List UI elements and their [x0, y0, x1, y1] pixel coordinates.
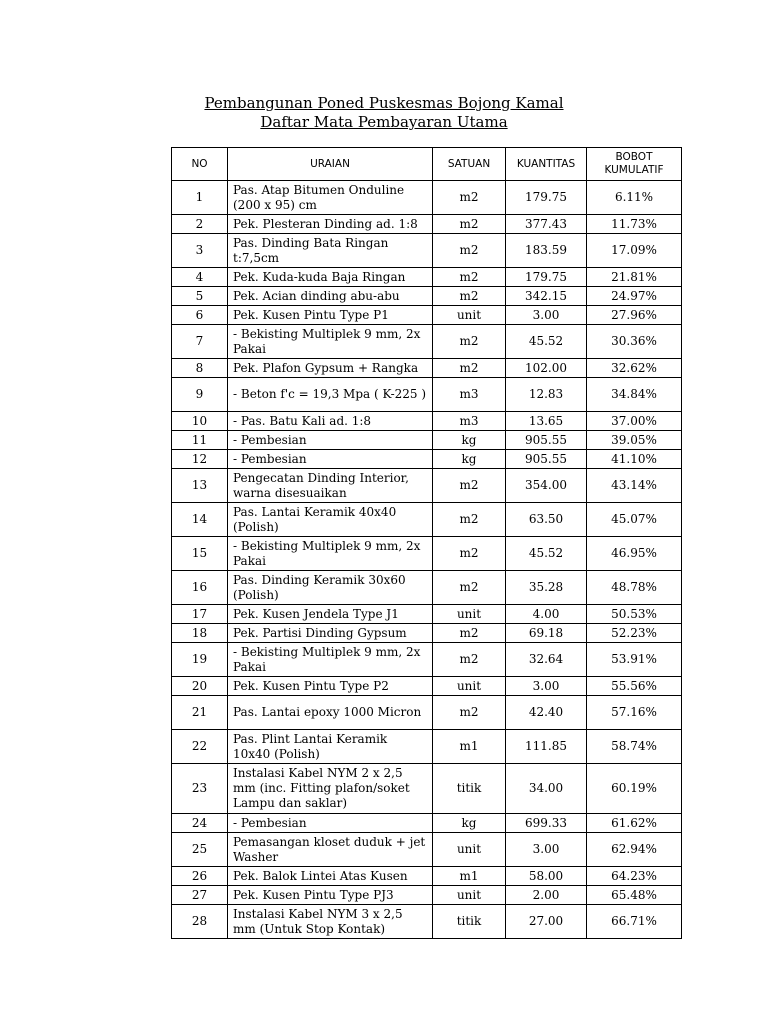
cell-satuan: m3	[433, 378, 506, 412]
cell-uraian: - Bekisting Multiplek 9 mm, 2x Pakai	[228, 643, 433, 677]
table-row	[172, 268, 682, 287]
cell-satuan: m2	[433, 359, 506, 378]
cell-uraian: Pas. Lantai Keramik 40x40 (Polish)	[228, 503, 433, 537]
header-no: NO	[172, 148, 228, 181]
table-row	[172, 677, 682, 696]
cell-bobot: 60.19%	[587, 764, 682, 814]
table-row	[172, 905, 682, 939]
cell-no: 28	[172, 905, 228, 939]
cell-bobot: 37.00%	[587, 412, 682, 431]
cell-satuan: titik	[433, 764, 506, 814]
cell-uraian: - Bekisting Multiplek 9 mm, 2x Pakai	[228, 537, 433, 571]
cell-kuantitas: 45.52	[506, 325, 587, 359]
cell-bobot: 43.14%	[587, 469, 682, 503]
table-row	[172, 764, 682, 814]
cell-satuan: titik	[433, 905, 506, 939]
cell-satuan: unit	[433, 677, 506, 696]
cell-uraian: - Pembesian	[228, 450, 433, 469]
table-row	[172, 605, 682, 624]
cell-satuan: m2	[433, 234, 506, 268]
cell-kuantitas: 905.55	[506, 450, 587, 469]
cell-uraian: - Beton f'c = 19,3 Mpa ( K-225 )	[228, 378, 433, 412]
header-bobot-kumulatif	[587, 148, 682, 181]
cell-no: 6	[172, 306, 228, 325]
cell-no: 10	[172, 412, 228, 431]
cell-satuan: m2	[433, 287, 506, 306]
cell-no: 1	[172, 181, 228, 215]
table-row	[172, 306, 682, 325]
cell-satuan: unit	[433, 306, 506, 325]
cell-kuantitas: 42.40	[506, 696, 587, 730]
cell-uraian: Pas. Atap Bitumen Onduline (200 x 95) cm	[228, 181, 433, 215]
cell-satuan: m2	[433, 571, 506, 605]
cell-no: 26	[172, 867, 228, 886]
cell-no: 16	[172, 571, 228, 605]
cell-uraian: Instalasi Kabel NYM 3 x 2,5 mm (Untuk Stop Kontak)	[228, 905, 433, 939]
cell-kuantitas: 27.00	[506, 905, 587, 939]
table-row	[172, 730, 682, 764]
table-row	[172, 412, 682, 431]
table-row	[172, 181, 682, 215]
header-kuantitas: KUANTITAS	[506, 148, 587, 181]
cell-kuantitas: 3.00	[506, 677, 587, 696]
cell-kuantitas: 34.00	[506, 764, 587, 814]
cell-satuan: m2	[433, 624, 506, 643]
cell-bobot: 66.71%	[587, 905, 682, 939]
cell-no: 4	[172, 268, 228, 287]
cell-uraian: Pek. Kusen Pintu Type PJ3	[228, 886, 433, 905]
table-row	[172, 450, 682, 469]
cell-kuantitas: 342.15	[506, 287, 587, 306]
table-row	[172, 814, 682, 833]
table-row	[172, 287, 682, 306]
table-row	[172, 359, 682, 378]
cell-uraian: Pek. Plafon Gypsum + Rangka	[228, 359, 433, 378]
header-bobot-line1: BOBOT	[615, 151, 653, 163]
cell-no: 15	[172, 537, 228, 571]
cell-uraian: Pek. Kusen Pintu Type P2	[228, 677, 433, 696]
cell-bobot: 27.96%	[587, 306, 682, 325]
cell-uraian: Pek. Partisi Dinding Gypsum	[228, 624, 433, 643]
cell-uraian: Pas. Dinding Bata Ringan t:7,5cm	[228, 234, 433, 268]
cell-satuan: kg	[433, 814, 506, 833]
cell-bobot: 39.05%	[587, 431, 682, 450]
cell-kuantitas: 2.00	[506, 886, 587, 905]
cell-kuantitas: 63.50	[506, 503, 587, 537]
header-uraian: URAIAN	[228, 148, 433, 181]
cell-bobot: 46.95%	[587, 537, 682, 571]
cell-satuan: kg	[433, 431, 506, 450]
cell-uraian: Pek. Kuda-kuda Baja Ringan	[228, 268, 433, 287]
cell-satuan: kg	[433, 450, 506, 469]
cell-no: 5	[172, 287, 228, 306]
cell-no: 24	[172, 814, 228, 833]
cell-bobot: 64.23%	[587, 867, 682, 886]
cell-no: 14	[172, 503, 228, 537]
cell-bobot: 32.62%	[587, 359, 682, 378]
cell-kuantitas: 179.75	[506, 181, 587, 215]
cell-kuantitas: 905.55	[506, 431, 587, 450]
cell-kuantitas: 183.59	[506, 234, 587, 268]
cell-uraian: - Pembesian	[228, 814, 433, 833]
cell-no: 20	[172, 677, 228, 696]
cell-no: 11	[172, 431, 228, 450]
cell-uraian: - Pembesian	[228, 431, 433, 450]
table-row	[172, 571, 682, 605]
cell-no: 8	[172, 359, 228, 378]
cell-satuan: m2	[433, 215, 506, 234]
cell-bobot: 52.23%	[587, 624, 682, 643]
cell-bobot: 17.09%	[587, 234, 682, 268]
table-row	[172, 643, 682, 677]
cell-satuan: m2	[433, 469, 506, 503]
cell-bobot: 24.97%	[587, 287, 682, 306]
cell-no: 3	[172, 234, 228, 268]
cell-no: 2	[172, 215, 228, 234]
cell-satuan: unit	[433, 605, 506, 624]
table-row	[172, 503, 682, 537]
cell-no: 9	[172, 378, 228, 412]
header-bobot-line2: KUMULATIF	[604, 164, 664, 176]
cell-bobot: 57.16%	[587, 696, 682, 730]
cell-uraian: Pemasangan kloset duduk + jet Washer	[228, 833, 433, 867]
table-row	[172, 378, 682, 412]
cell-satuan: m2	[433, 268, 506, 287]
cell-bobot: 50.53%	[587, 605, 682, 624]
table-row	[172, 431, 682, 450]
cell-uraian: Pengecatan Dinding Interior, warna disesuaikan	[228, 469, 433, 503]
table-body	[172, 181, 682, 939]
cell-uraian: - Pas. Batu Kali ad. 1:8	[228, 412, 433, 431]
cell-kuantitas: 69.18	[506, 624, 587, 643]
cell-uraian: - Bekisting Multiplek 9 mm, 2x Pakai	[228, 325, 433, 359]
cell-bobot: 6.11%	[587, 181, 682, 215]
cell-kuantitas: 32.64	[506, 643, 587, 677]
table-row	[172, 215, 682, 234]
cell-bobot: 61.62%	[587, 814, 682, 833]
cell-satuan: m1	[433, 867, 506, 886]
cell-satuan: m2	[433, 325, 506, 359]
cell-satuan: m1	[433, 730, 506, 764]
cell-no: 22	[172, 730, 228, 764]
cell-kuantitas: 3.00	[506, 306, 587, 325]
cell-kuantitas: 58.00	[506, 867, 587, 886]
cell-satuan: m2	[433, 643, 506, 677]
cell-bobot: 34.84%	[587, 378, 682, 412]
cell-no: 27	[172, 886, 228, 905]
table-row	[172, 833, 682, 867]
cell-kuantitas: 13.65	[506, 412, 587, 431]
cell-satuan: unit	[433, 886, 506, 905]
table-row	[172, 867, 682, 886]
cell-bobot: 48.78%	[587, 571, 682, 605]
cell-kuantitas: 45.52	[506, 537, 587, 571]
cell-satuan: m2	[433, 696, 506, 730]
cell-satuan: m3	[433, 412, 506, 431]
payment-items-table	[171, 147, 682, 939]
cell-uraian: Pek. Plesteran Dinding ad. 1:8	[228, 215, 433, 234]
cell-uraian: Instalasi Kabel NYM 2 x 2,5 mm (inc. Fitting plafon/soket Lampu dan saklar)	[228, 764, 433, 814]
cell-kuantitas: 699.33	[506, 814, 587, 833]
cell-uraian: Pas. Plint Lantai Keramik 10x40 (Polish)	[228, 730, 433, 764]
cell-satuan: unit	[433, 833, 506, 867]
cell-no: 7	[172, 325, 228, 359]
table-row	[172, 469, 682, 503]
cell-uraian: Pek. Acian dinding abu-abu	[228, 287, 433, 306]
cell-satuan: m2	[433, 537, 506, 571]
cell-no: 23	[172, 764, 228, 814]
table-header-row	[172, 148, 682, 181]
cell-uraian: Pek. Kusen Jendela Type J1	[228, 605, 433, 624]
table-row	[172, 696, 682, 730]
cell-satuan: m2	[433, 503, 506, 537]
cell-kuantitas: 354.00	[506, 469, 587, 503]
table-row	[172, 234, 682, 268]
cell-no: 18	[172, 624, 228, 643]
cell-bobot: 55.56%	[587, 677, 682, 696]
document-subtitle: Daftar Mata Pembayaran Utama	[260, 113, 508, 131]
cell-bobot: 62.94%	[587, 833, 682, 867]
cell-bobot: 11.73%	[587, 215, 682, 234]
cell-satuan: m2	[433, 181, 506, 215]
cell-uraian: Pek. Kusen Pintu Type P1	[228, 306, 433, 325]
cell-kuantitas: 35.28	[506, 571, 587, 605]
header-satuan: SATUAN	[433, 148, 506, 181]
table-row	[172, 325, 682, 359]
cell-kuantitas: 111.85	[506, 730, 587, 764]
cell-no: 12	[172, 450, 228, 469]
cell-uraian: Pas. Dinding Keramik 30x60 (Polish)	[228, 571, 433, 605]
cell-kuantitas: 179.75	[506, 268, 587, 287]
cell-kuantitas: 4.00	[506, 605, 587, 624]
cell-kuantitas: 377.43	[506, 215, 587, 234]
cell-bobot: 65.48%	[587, 886, 682, 905]
cell-bobot: 53.91%	[587, 643, 682, 677]
cell-kuantitas: 12.83	[506, 378, 587, 412]
cell-uraian: Pek. Balok Lintei Atas Kusen	[228, 867, 433, 886]
cell-kuantitas: 3.00	[506, 833, 587, 867]
table-row	[172, 624, 682, 643]
cell-no: 25	[172, 833, 228, 867]
document-title: Pembangunan Poned Puskesmas Bojong Kamal	[204, 94, 564, 112]
cell-no: 21	[172, 696, 228, 730]
cell-bobot: 30.36%	[587, 325, 682, 359]
cell-no: 13	[172, 469, 228, 503]
cell-bobot: 41.10%	[587, 450, 682, 469]
cell-bobot: 21.81%	[587, 268, 682, 287]
table-row	[172, 886, 682, 905]
cell-bobot: 58.74%	[587, 730, 682, 764]
cell-kuantitas: 102.00	[506, 359, 587, 378]
table-row	[172, 537, 682, 571]
cell-no: 17	[172, 605, 228, 624]
cell-no: 19	[172, 643, 228, 677]
cell-uraian: Pas. Lantai epoxy 1000 Micron	[228, 696, 433, 730]
cell-bobot: 45.07%	[587, 503, 682, 537]
